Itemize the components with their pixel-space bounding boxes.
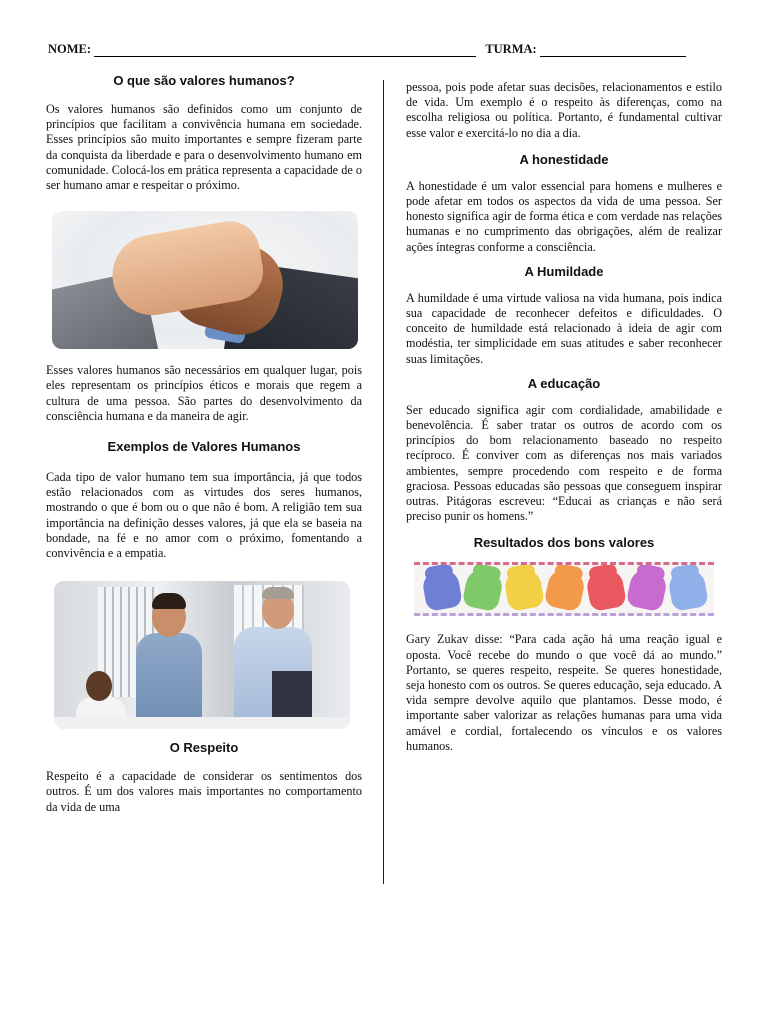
paragraph: Gary Zukav disse: “Para cada ação há uma reação igual e oposta. Você recebe do mundo o que você dá ao mundo.” Portanto, se queres respeito, respeite. Se queres honestidade, seja honesto com os outros. Se queres educação, seja educado. A vida sempre devolve aquilo que plantamos. Desse modo, é importante saber valorizar as relações humanas para uma vida amável e cordial, fortalecendo os vínculos e os valores humanos.	[406, 632, 722, 753]
section-title: Exemplos de Valores Humanos	[107, 439, 301, 455]
paragraph: Os valores humanos são definidos como um conjunto de princípios que facilitam a convivência humana em sociedade. Esses princípios são muito importantes e sempre fizeram parte da conquista da liberdade e para o desenvolvimento humano em comunidade. Colocá-los em prática representa a capacidade de o ser humano amar e respeitar o próximo.	[46, 102, 362, 193]
section-title: Resultados dos bons valores	[473, 535, 655, 551]
right-column	[406, 80, 722, 754]
colorful-hands-image	[414, 562, 714, 616]
nome-field[interactable]	[94, 44, 476, 57]
hand-icon	[585, 569, 627, 613]
section-title: O Respeito	[169, 740, 239, 756]
hand-icon	[421, 569, 463, 613]
paragraph: Esses valores humanos são necessários em qualquer lugar, pois eles representam os princípios éticos e morais que regem a cultura de uma pessoa. São partes do desenvolvimento da consciência humana e da maneira de agir.	[46, 363, 362, 423]
nome-label: NOME:	[48, 42, 92, 56]
turma-label: TURMA:	[485, 42, 537, 56]
hand-icon	[667, 569, 709, 613]
column-divider	[383, 80, 384, 884]
turma-field[interactable]	[540, 44, 686, 57]
paragraph: A humildade é uma virtude valiosa na vida humana, pois indica sua capacidade de reconhecer defeitos e dificuldades. O conceito de humildade está relacionado à ideia de agir com modéstia, ter simplicidade em suas atitudes e saber reconhecer suas limitações.	[406, 290, 722, 366]
section-title: A educação	[527, 375, 601, 391]
hand-icon	[503, 569, 545, 613]
section-title: A honestidade	[519, 151, 609, 167]
student-header	[48, 42, 688, 60]
left-column	[46, 72, 362, 815]
section-title: O que são valores humanos?	[113, 73, 295, 88]
hand-icon	[461, 568, 504, 613]
paragraph: Cada tipo de valor humano tem sua importância, já que todos estão relacionados com as virtudes dos seres humanos, mostrando o que é bom ou o que não é bom. A religião tem sua importância na definição desses valores, já que ela se baseia na bondade, na fé e no amor com o próximo, fomentando a convivência e a empatia.	[46, 470, 362, 561]
paragraph: Respeito é a capacidade de considerar os sentimentos dos outros. É um dos valores mais importantes no comportamento da vida de uma	[46, 769, 362, 814]
section-title: A Humildade	[524, 263, 604, 279]
paragraph: A honestidade é um valor essencial para homens e mulheres e pode afetar em todos os aspectos da vida de uma pessoa. Ser honesto significa agir de forma ética e com verdade nas relações humanas e no cumprimento das obrigações, além de realizar ações íntegras conforme a consciência.	[406, 178, 722, 254]
hand-icon	[543, 568, 586, 613]
hand-icon	[625, 568, 668, 613]
paragraph: pessoa, pois pode afetar suas decisões, relacionamentos e estilo de vida. Um exemplo é o respeito às diferenças, como na escolha religiosa ou política. Portanto, é fundamental cultivar esse valor e exercitá-lo no dia a dia.	[406, 80, 722, 140]
handshake-image	[52, 211, 358, 349]
office-handshake-image	[54, 581, 350, 729]
paragraph: Ser educado significa agir com cordialidade, amabilidade e benevolência. É saber tratar os outros de acordo com os princípios do bom relacionamento baseado no respeito recíproco. É conviver com as diferenças nos mais variados ambientes, sempre procedendo com respeito e de forma graciosa. Pessoas educadas são pessoas que conseguem inspirar outras. Pitágoras escreveu: “Educai as crianças e não será preciso punir os homens.”	[406, 402, 722, 524]
